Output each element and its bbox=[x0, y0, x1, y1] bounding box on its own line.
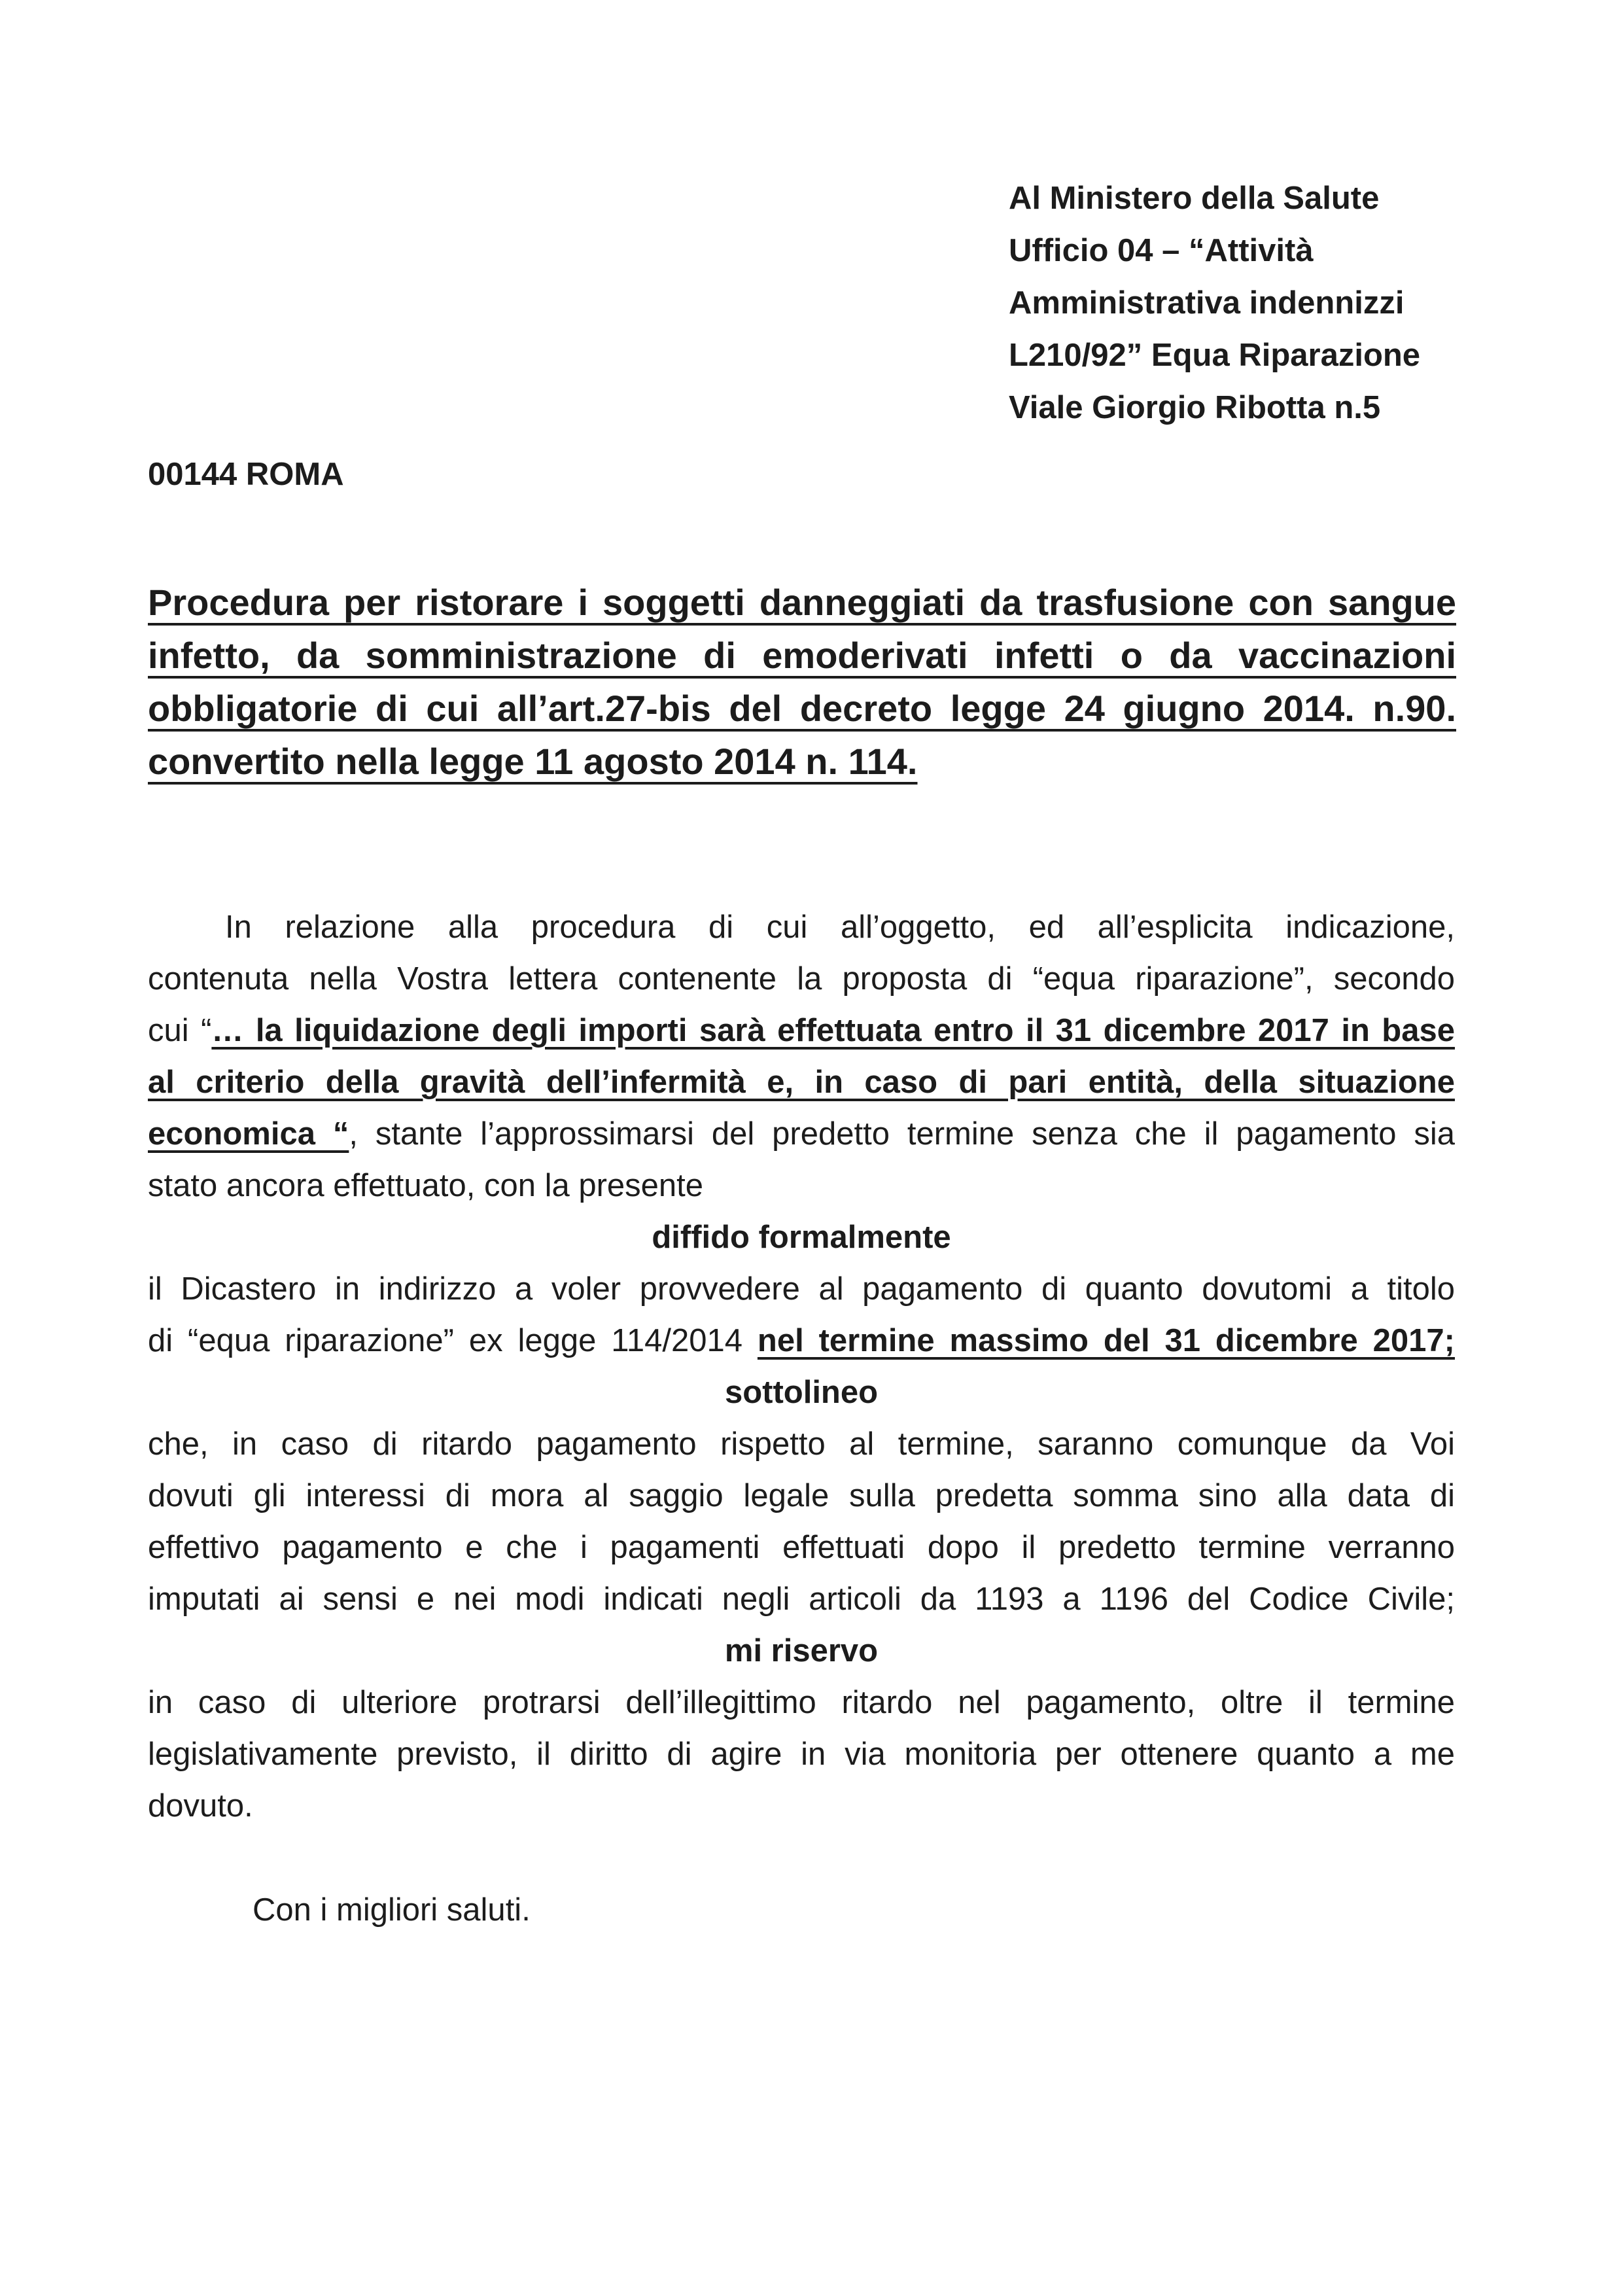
body-line: in caso di ulteriore protrarsi dell’illegittimo ritardo nel pagamento, oltre il termine bbox=[148, 1685, 1455, 1720]
body-line: dovuto. bbox=[148, 1788, 253, 1824]
recipient-line: Al Ministero della Salute bbox=[1009, 181, 1380, 216]
recipient-line: Amministrativa indennizzi bbox=[1009, 285, 1405, 321]
body-line bbox=[148, 1005, 1455, 1057]
body-line: stato ancora effettuato, con la presente bbox=[148, 1168, 704, 1203]
letter-body bbox=[148, 902, 1455, 1832]
subject-line: infetto, da somministrazione di emoderivati infetti o da vaccinazioni bbox=[148, 635, 1456, 676]
deadline-text-underlined: nel termine massimo del 31 dicembre 2017; bbox=[757, 1323, 1455, 1358]
body-line bbox=[148, 1108, 1455, 1160]
body-text: cui “ bbox=[148, 1013, 212, 1048]
subject-heading bbox=[148, 576, 1456, 788]
section-heading: mi riservo bbox=[724, 1633, 879, 1669]
section-heading: diffido formalmente bbox=[652, 1220, 951, 1255]
body-text: di “equa riparazione” ex legge 114/2014 bbox=[148, 1323, 758, 1358]
body-line: contenuta nella Vostra lettera contenente la proposta di “equa riparazione”, secondo bbox=[148, 961, 1455, 997]
body-line: imputati ai sensi e nei modi indicati negli articoli da 1193 a 1196 del Codice Civile; bbox=[148, 1581, 1455, 1617]
subject-line: obbligatorie di cui all’art.27-bis del decreto legge 24 giugno 2014. n.90. bbox=[148, 688, 1456, 729]
quoted-text-underlined: economica “ bbox=[148, 1116, 349, 1152]
quoted-text-underlined: al criterio della gravità dell’infermità e, in caso di pari entità, della situazione bbox=[148, 1065, 1455, 1100]
section-heading: sottolineo bbox=[724, 1375, 879, 1410]
body-line bbox=[148, 1057, 1455, 1108]
body-line: che, in caso di ritardo pagamento rispetto al termine, saranno comunque da Voi bbox=[148, 1426, 1455, 1462]
subject-line: Procedura per ristorare i soggetti danneggiati da trasfusione con sangue bbox=[148, 582, 1456, 623]
body-line: il Dicastero in indirizzo a voler provvedere al pagamento di quanto dovutomi a titolo bbox=[148, 1271, 1455, 1307]
subject-line: convertito nella legge 11 agosto 2014 n. 114. bbox=[148, 741, 918, 782]
body-line: legislativamente previsto, il diritto di agire in via monitoria per ottenere quanto a me bbox=[148, 1737, 1455, 1772]
quoted-text-underlined: … la liquidazione degli importi sarà effettuata entro il 31 dicembre 2017 in base bbox=[211, 1013, 1455, 1048]
recipient-line: Ufficio 04 – “Attività bbox=[1009, 233, 1314, 268]
recipient-line: L210/92” Equa Riparazione bbox=[1009, 338, 1421, 373]
body-line bbox=[148, 1315, 1455, 1367]
body-line: dovuti gli interessi di mora al saggio legale sulla predetta somma sino alla data di bbox=[148, 1478, 1455, 1513]
recipient-city: 00144 ROMA bbox=[148, 457, 344, 492]
recipient-address bbox=[1009, 172, 1420, 434]
closing-salutation: Con i migliori saluti. bbox=[253, 1892, 531, 1928]
recipient-line: Viale Giorgio Ribotta n.5 bbox=[1009, 390, 1381, 425]
body-text: , stante l’approssimarsi del predetto termine senza che il pagamento sia bbox=[349, 1116, 1455, 1152]
body-line: effettivo pagamento e che i pagamenti effettuati dopo il predetto termine verranno bbox=[148, 1530, 1455, 1565]
body-line: In relazione alla procedura di cui all’oggetto, ed all’esplicita indicazione, bbox=[225, 910, 1455, 945]
